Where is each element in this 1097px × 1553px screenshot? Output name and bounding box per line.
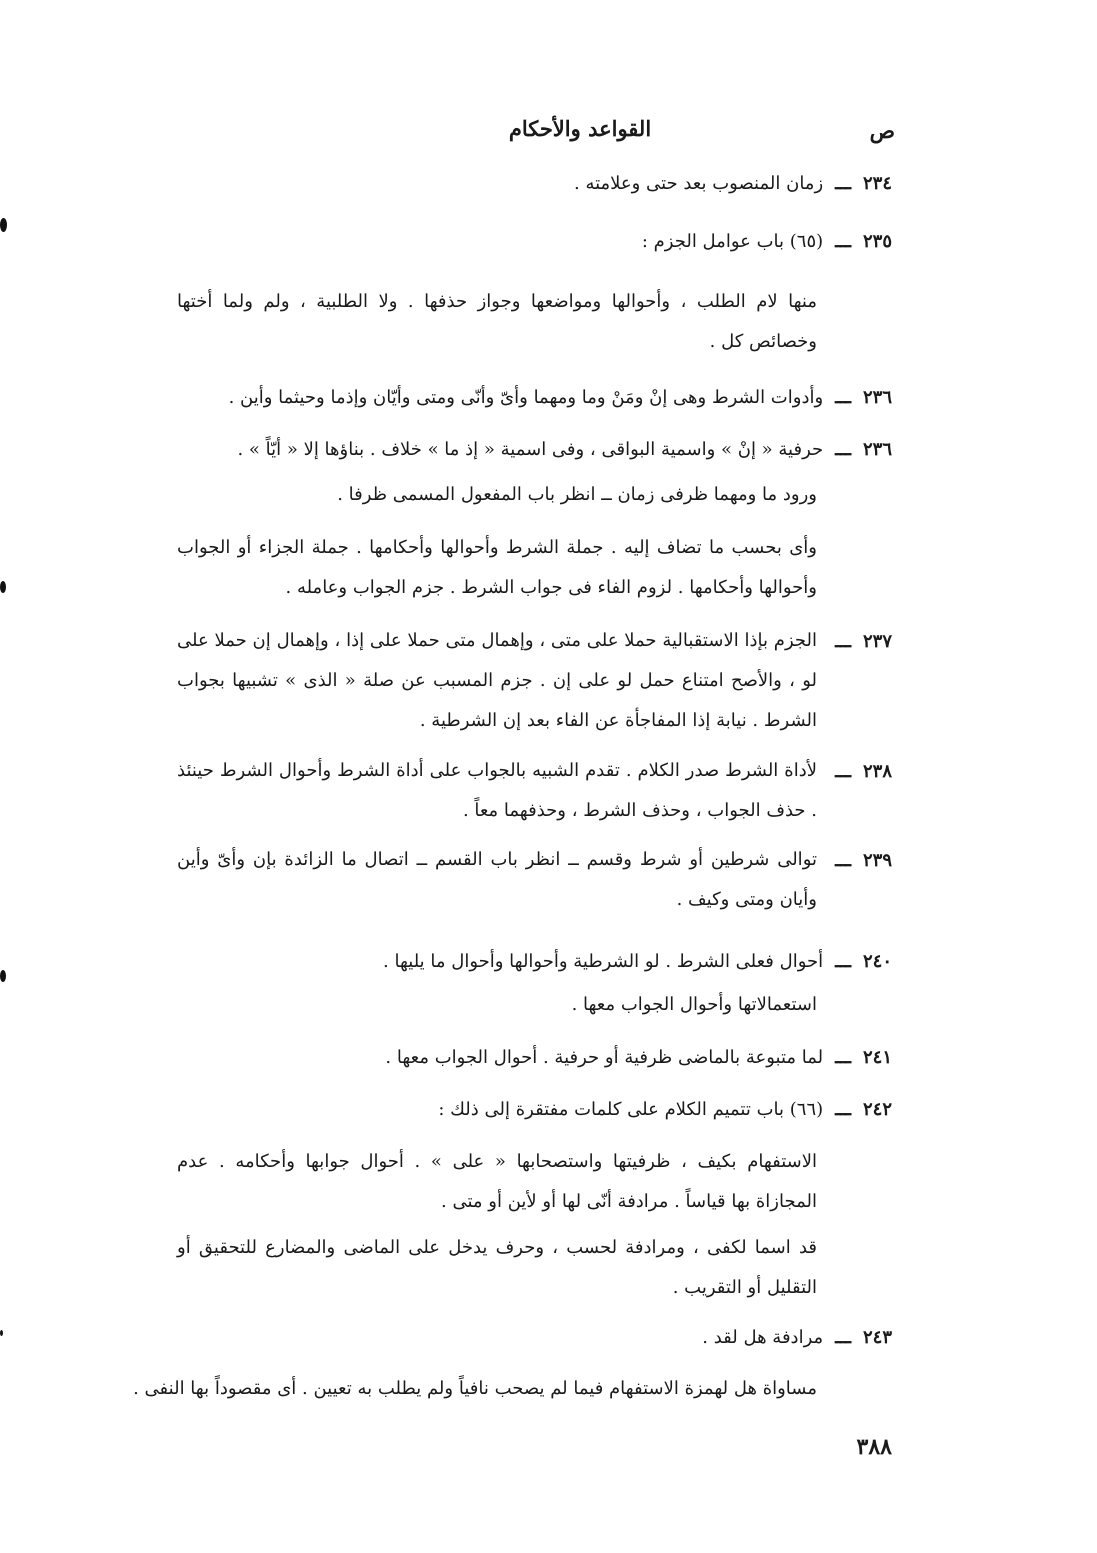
entry-239-text: توالى شرطين أو شرط وقسم ــ انظر باب القسم ــ اتصال ما الزائدة بإن وأىّ وأين وأيان ومتى وكيف . <box>177 849 817 910</box>
entry-dash: ـــ <box>835 1326 851 1348</box>
entry-number: ٢٤٢ <box>862 1098 892 1120</box>
entry-dash: ـــ <box>835 438 851 460</box>
entry-242 <box>438 1094 892 1124</box>
scan-speck <box>0 218 7 232</box>
entry-number: ٢٣٩ <box>862 849 892 871</box>
entry-number: ٢٣٥ <box>862 230 892 252</box>
line-musawat: مساواة هل لهمزة الاستفهام فيما لم يصحب نافياً ولم يطلب به تعيين . أى مقصوداً بها النفى . <box>133 1378 817 1399</box>
entry-238-number <box>835 756 892 786</box>
entry-234 <box>574 168 892 198</box>
entry-text: زمان المنصوب بعد حتى وعلامته . <box>574 172 824 194</box>
entry-dash: ـــ <box>835 849 851 871</box>
entry-239-number <box>835 845 892 875</box>
entry-240 <box>383 946 892 976</box>
entry-text: لما متبوعة بالماضى ظرفية أو حرفية . أحوال الجواب معها . <box>385 1046 824 1068</box>
paragraph-ayy: وأى بحسب ما تضاف إليه . جملة الشرط وأحوالها وأحكامها . جملة الجزاء أو الجواب وأحوالها وأحكامها . لزوم الفاء فى جواب الشرط . جزم الجواب وعامله . <box>177 537 817 598</box>
entry-237-text: الجزم بإذا الاستقبالية حملا على متى ، وإهمال متى حملا على إذا ، وإهمال إن حملا على لو ، والأصح امتناع حمل لو على إن . جزم المسبب عن صلة « الذى » تشبيها بجواب الشرط . نيابة إذا المفاجأة عن الفاء بعد إن الشرطية . <box>177 630 817 731</box>
entry-dash: ـــ <box>835 1098 851 1120</box>
entry-237-number <box>835 626 892 656</box>
scan-speck <box>0 581 6 593</box>
paragraph-istifham: الاستفهام بكيف ، ظرفيتها واستصحابها « على » . أحوال جوابها وأحكامه . عدم المجازاة بها قياساً . مرادفة أنّى لها أو لأين أو متى . <box>177 1151 817 1212</box>
entry-dash: ـــ <box>835 950 851 972</box>
entry-dash: ـــ <box>835 1046 851 1068</box>
entry-number: ٢٤٣ <box>862 1326 892 1348</box>
running-header-mark: ص <box>869 118 895 143</box>
line-istimalat: استعمالاتها وأحوال الجواب معها . <box>571 994 817 1015</box>
scan-speck <box>0 970 6 982</box>
entry-dash: ـــ <box>835 230 851 252</box>
entry-number: ٢٣٦ <box>862 438 892 460</box>
entry-238-text: لأداة الشرط صدر الكلام . تقدم الشبيه بالجواب على أداة الشرط وأحوال الشرط حينئذ . حذف الجواب ، وحذف الشرط ، وحذفهما معاً . <box>177 760 817 821</box>
entry-text: وأدوات الشرط وهى إنْ ومَنْ وما ومهما وأىّ وأنّى ومتى وأيّان وإذما وحيثما وأين . <box>228 386 824 408</box>
entry-number: ٢٣٤ <box>862 172 892 194</box>
line-wurud: ورود ما ومهما ظرفى زمان ــ انظر باب المفعول المسمى ظرفا . <box>337 484 817 505</box>
entry-dash: ـــ <box>835 630 851 652</box>
entry-text: (٦٥) باب عوامل الجزم : <box>641 230 824 252</box>
entry-number: ٢٤٠ <box>862 950 892 972</box>
entry-number: ٢٤١ <box>862 1046 892 1068</box>
running-header-title: القواعد والأحكام <box>508 116 652 141</box>
entry-text: حرفية « إنْ » واسمية البواقى ، وفى اسمية « إذ ما » خلاف . بناؤها إلا « أيّاً » . <box>237 438 824 460</box>
entry-235 <box>642 226 892 256</box>
scan-speck <box>0 1330 3 1336</box>
entry-number: ٢٣٦ <box>862 386 892 408</box>
entry-dash: ـــ <box>835 760 851 782</box>
entry-text: أحوال فعلى الشرط . لو الشرطية وأحوالها وأحوال ما يليها . <box>383 950 824 972</box>
paragraph-qad: قد اسما لكفى ، ومرادفة لحسب ، وحرف يدخل على الماضى والمضارع للتحقيق أو التقليل أو التقريب . <box>177 1237 817 1298</box>
entry-236-a <box>229 382 892 412</box>
entry-dash: ـــ <box>835 172 851 194</box>
paragraph-jazm-tools: منها لام الطلب ، وأحوالها ومواضعها وجواز حذفها . ولا الطلبية ، ولم ولما أختها وخصائص كل . <box>177 291 817 352</box>
entry-number: ٢٣٧ <box>862 630 892 652</box>
entry-236-b <box>237 434 892 464</box>
page-number: ٣٨٨ <box>856 1434 892 1460</box>
entry-243 <box>702 1322 892 1352</box>
entry-number: ٢٣٨ <box>862 760 892 782</box>
entry-text: (٦٦) باب تتميم الكلام على كلمات مفتقرة إلى ذلك : <box>438 1098 824 1120</box>
entry-dash: ـــ <box>835 386 851 408</box>
entry-text: مرادفة هل لقد . <box>702 1326 824 1348</box>
entry-241 <box>385 1042 892 1072</box>
